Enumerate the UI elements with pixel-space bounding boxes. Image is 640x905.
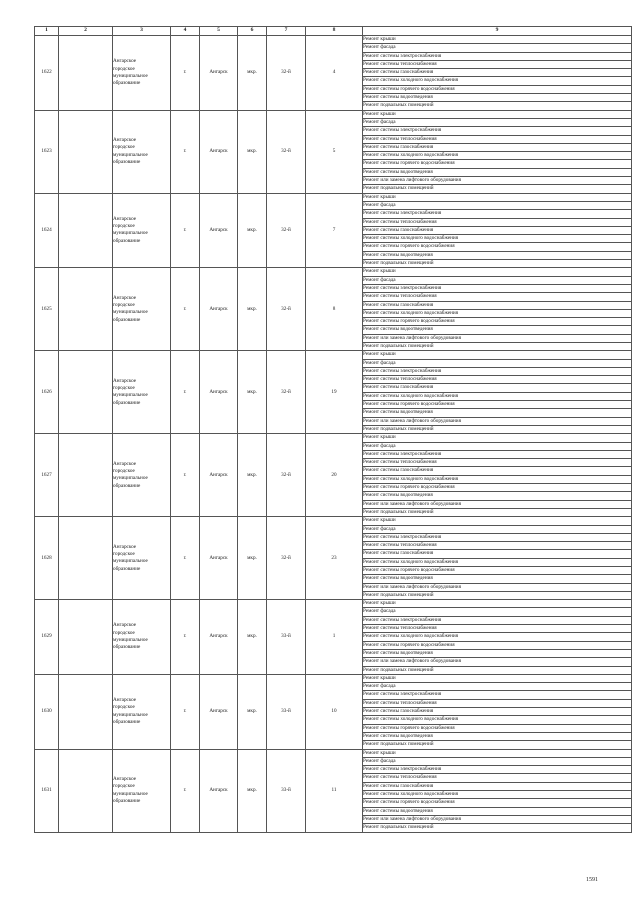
col-header-8: 8 xyxy=(306,27,363,36)
work-type-cell: Ремонт или замена лифтового оборудования xyxy=(363,658,632,666)
work-type-cell: Ремонт подвальных помещений xyxy=(363,102,632,110)
municipality-line: Ангарское xyxy=(113,543,137,550)
work-type-cell: Ремонт системы электроснабжения xyxy=(363,52,632,60)
district-name: 32-й xyxy=(267,351,306,434)
work-type-cell: Ремонт системы холодного водоснабжения xyxy=(363,791,632,799)
work-type-cell: Ремонт системы холодного водоснабжения xyxy=(363,309,632,317)
district-type: мкр. xyxy=(238,193,267,268)
empty-cell xyxy=(59,268,113,351)
col-header-9: 9 xyxy=(363,27,632,36)
work-type-cell: Ремонт системы электроснабжения xyxy=(363,691,632,699)
table-row xyxy=(35,36,632,44)
work-type-cell: Ремонт подвальных помещений xyxy=(363,824,632,832)
work-type-cell: Ремонт системы теплоснабжения xyxy=(363,459,632,467)
work-type-cell: Ремонт подвальных помещений xyxy=(363,508,632,516)
work-type-cell: Ремонт подвальных помещений xyxy=(363,666,632,674)
municipality-cell xyxy=(113,110,171,193)
municipality-line: Ангарское xyxy=(113,58,137,65)
col-header-6: 6 xyxy=(238,27,267,36)
city-name: Ангарск xyxy=(200,600,238,675)
work-type-cell: Ремонт подвальных помещений xyxy=(363,741,632,749)
work-type-cell: Ремонт системы холодного водоснабжения xyxy=(363,558,632,566)
work-type-cell: Ремонт системы теплоснабжения xyxy=(363,376,632,384)
house-number: 7 xyxy=(306,193,363,268)
work-type-cell: Ремонт или замена лифтового оборудования xyxy=(363,815,632,823)
work-type-cell: Ремонт системы теплоснабжения xyxy=(363,699,632,707)
work-type-cell: Ремонт фасада xyxy=(363,525,632,533)
municipality-cell xyxy=(113,600,171,675)
work-type-cell: Ремонт крыши xyxy=(363,36,632,44)
work-type-cell: Ремонт системы газоснабжения xyxy=(363,143,632,151)
work-type-cell: Ремонт системы водоотведения xyxy=(363,168,632,176)
work-type-cell: Ремонт подвальных помещений xyxy=(363,185,632,193)
record-number: 1626 xyxy=(35,351,59,434)
work-type-cell: Ремонт крыши xyxy=(363,268,632,276)
work-type-cell: Ремонт системы электроснабжения xyxy=(363,284,632,292)
municipality-cell xyxy=(113,268,171,351)
municipality-line: Ангарское xyxy=(113,697,137,704)
work-type-cell: Ремонт системы водоотведения xyxy=(363,409,632,417)
work-type-cell: Ремонт крыши xyxy=(363,749,632,757)
work-type-cell: Ремонт системы водоотведения xyxy=(363,732,632,740)
district-type: мкр. xyxy=(238,600,267,675)
district-name: 32-й xyxy=(267,36,306,111)
col-header-1: 1 xyxy=(35,27,59,36)
work-type-cell: Ремонт системы холодного водоснабжения xyxy=(363,392,632,400)
work-type-cell: Ремонт системы водоотведения xyxy=(363,492,632,500)
record-number: 1630 xyxy=(35,674,59,749)
district-name: 32-й xyxy=(267,110,306,193)
municipality-line: городское xyxy=(113,384,135,391)
col-header-4: 4 xyxy=(171,27,200,36)
district-type: мкр. xyxy=(238,674,267,749)
district-name: 33-й xyxy=(267,600,306,675)
work-type-cell: Ремонт системы холодного водоснабжения xyxy=(363,152,632,160)
city-name: Ангарск xyxy=(200,351,238,434)
work-type-cell: Ремонт системы горячего водоснабжения xyxy=(363,799,632,807)
municipality-line: муниципальное xyxy=(113,72,148,79)
municipality-line: муниципальное xyxy=(113,558,148,565)
work-type-cell: Ремонт системы теплоснабжения xyxy=(363,60,632,68)
work-type-cell: Ремонт системы водоотведения xyxy=(363,94,632,102)
municipality-line: образование xyxy=(113,399,141,406)
settlement-type: г. xyxy=(171,434,200,517)
work-type-cell: Ремонт системы теплоснабжения xyxy=(363,774,632,782)
empty-cell xyxy=(59,600,113,675)
record-number: 1625 xyxy=(35,268,59,351)
work-type-cell: Ремонт системы водоотведения xyxy=(363,575,632,583)
work-type-cell: Ремонт системы холодного водоснабжения xyxy=(363,77,632,85)
work-type-cell: Ремонт системы газоснабжения xyxy=(363,708,632,716)
municipality-line: муниципальное xyxy=(113,790,148,797)
work-type-cell: Ремонт системы электроснабжения xyxy=(363,450,632,458)
municipality-line: Ангарское xyxy=(113,622,137,629)
work-type-cell: Ремонт системы газоснабжения xyxy=(363,782,632,790)
work-type-cell: Ремонт фасада xyxy=(363,118,632,126)
municipality-cell xyxy=(113,749,171,832)
district-name: 32-й xyxy=(267,434,306,517)
municipality-cell xyxy=(113,193,171,268)
work-type-cell: Ремонт системы водоотведения xyxy=(363,649,632,657)
district-type: мкр. xyxy=(238,434,267,517)
work-type-cell: Ремонт фасада xyxy=(363,442,632,450)
municipality-line: Ангарское xyxy=(113,137,137,144)
work-type-cell: Ремонт системы газоснабжения xyxy=(363,384,632,392)
work-type-cell: Ремонт системы электроснабжения xyxy=(363,616,632,624)
repair-register-table xyxy=(34,26,632,833)
municipality-line: муниципальное xyxy=(113,637,148,644)
house-number: 19 xyxy=(306,351,363,434)
settlement-type: г. xyxy=(171,268,200,351)
district-type: мкр. xyxy=(238,268,267,351)
empty-cell xyxy=(59,193,113,268)
district-name: 33-й xyxy=(267,674,306,749)
work-type-cell: Ремонт системы горячего водоснабжения xyxy=(363,160,632,168)
work-type-cell: Ремонт системы электроснабжения xyxy=(363,127,632,135)
record-number: 1631 xyxy=(35,749,59,832)
municipality-line: городское xyxy=(113,629,135,636)
empty-cell xyxy=(59,749,113,832)
city-name: Ангарск xyxy=(200,517,238,600)
work-type-cell: Ремонт системы теплоснабжения xyxy=(363,625,632,633)
municipality-line: городское xyxy=(113,783,135,790)
record-number: 1629 xyxy=(35,600,59,675)
municipality-line: городское xyxy=(113,302,135,308)
house-number: 8 xyxy=(306,268,363,351)
work-type-cell: Ремонт системы горячего водоснабжения xyxy=(363,401,632,409)
work-type-cell: Ремонт системы горячего водоснабжения xyxy=(363,641,632,649)
municipality-line: муниципальное xyxy=(113,230,148,237)
work-type-cell: Ремонт системы газоснабжения xyxy=(363,226,632,234)
work-type-cell: Ремонт или замена лифтового оборудования xyxy=(363,583,632,591)
municipality-line: Ангарское xyxy=(113,377,137,384)
municipality-line: Ангарское xyxy=(113,460,137,467)
municipality-line: городское xyxy=(113,144,135,151)
work-type-cell: Ремонт фасада xyxy=(363,608,632,616)
empty-cell xyxy=(59,110,113,193)
work-type-cell: Ремонт крыши xyxy=(363,351,632,359)
table-row xyxy=(35,674,632,682)
municipality-cell xyxy=(113,517,171,600)
work-type-cell: Ремонт подвальных помещений xyxy=(363,591,632,599)
city-name: Ангарск xyxy=(200,268,238,351)
house-number: 5 xyxy=(306,110,363,193)
table-row xyxy=(35,434,632,442)
work-type-cell: Ремонт системы холодного водоснабжения xyxy=(363,475,632,483)
work-type-cell: Ремонт системы газоснабжения xyxy=(363,467,632,475)
municipality-line: муниципальное xyxy=(113,392,148,399)
record-number: 1622 xyxy=(35,36,59,111)
district-name: 33-й xyxy=(267,749,306,832)
work-type-cell: Ремонт системы горячего водоснабжения xyxy=(363,567,632,575)
work-type-cell: Ремонт фасада xyxy=(363,359,632,367)
work-type-cell: Ремонт системы газоснабжения xyxy=(363,301,632,309)
settlement-type: г. xyxy=(171,193,200,268)
table-row xyxy=(35,268,632,276)
municipality-line: образование xyxy=(113,797,141,804)
work-type-cell: Ремонт системы газоснабжения xyxy=(363,69,632,77)
municipality-line: Ангарское xyxy=(113,294,137,301)
district-type: мкр. xyxy=(238,36,267,111)
city-name: Ангарск xyxy=(200,193,238,268)
record-number: 1624 xyxy=(35,193,59,268)
table-row xyxy=(35,351,632,359)
house-number: 23 xyxy=(306,517,363,600)
work-type-cell: Ремонт подвальных помещений xyxy=(363,425,632,433)
work-type-cell: Ремонт подвальных помещений xyxy=(363,342,632,350)
municipality-line: городское xyxy=(113,223,135,230)
work-type-cell: Ремонт фасада xyxy=(363,44,632,52)
work-type-cell: Ремонт или замена лифтового оборудования xyxy=(363,177,632,185)
municipality-line: городское xyxy=(113,550,135,557)
work-type-cell: Ремонт крыши xyxy=(363,600,632,608)
work-type-cell: Ремонт или замена лифтового оборудования xyxy=(363,334,632,342)
work-type-cell: Ремонт системы электроснабжения xyxy=(363,210,632,218)
work-type-cell: Ремонт крыши xyxy=(363,110,632,118)
municipality-line: образование xyxy=(113,644,141,651)
district-name: 32-й xyxy=(267,517,306,600)
table-row xyxy=(35,600,632,608)
municipality-line: образование xyxy=(113,718,141,725)
work-type-cell: Ремонт системы холодного водоснабжения xyxy=(363,633,632,641)
empty-cell xyxy=(59,674,113,749)
settlement-type: г. xyxy=(171,110,200,193)
work-type-cell: Ремонт системы горячего водоснабжения xyxy=(363,724,632,732)
house-number: 11 xyxy=(306,749,363,832)
empty-cell xyxy=(59,517,113,600)
work-type-cell: Ремонт системы газоснабжения xyxy=(363,550,632,558)
municipality-cell xyxy=(113,351,171,434)
work-type-cell: Ремонт системы горячего водоснабжения xyxy=(363,85,632,93)
city-name: Ангарск xyxy=(200,749,238,832)
district-type: мкр. xyxy=(238,110,267,193)
work-type-cell: Ремонт системы теплоснабжения xyxy=(363,542,632,550)
municipality-line: Ангарское xyxy=(113,775,137,782)
work-type-cell: Ремонт системы горячего водоснабжения xyxy=(363,318,632,326)
work-type-cell: Ремонт системы электроснабжения xyxy=(363,367,632,375)
work-type-cell: Ремонт системы горячего водоснабжения xyxy=(363,243,632,251)
empty-cell xyxy=(59,36,113,111)
municipality-line: муниципальное xyxy=(113,151,148,158)
work-type-cell: Ремонт системы теплоснабжения xyxy=(363,293,632,301)
work-type-cell: Ремонт крыши xyxy=(363,193,632,201)
municipality-line: образование xyxy=(113,80,141,87)
record-number: 1628 xyxy=(35,517,59,600)
work-type-cell: Ремонт или замена лифтового оборудования xyxy=(363,417,632,425)
settlement-type: г. xyxy=(171,749,200,832)
work-type-cell: Ремонт крыши xyxy=(363,674,632,682)
settlement-type: г. xyxy=(171,36,200,111)
work-type-cell: Ремонт фасада xyxy=(363,201,632,209)
municipality-line: городское xyxy=(113,704,135,711)
empty-cell xyxy=(59,351,113,434)
col-header-3: 3 xyxy=(113,27,171,36)
house-number: 4 xyxy=(306,36,363,111)
municipality-line: городское xyxy=(113,65,135,72)
municipality-line: образование xyxy=(113,158,141,165)
municipality-cell xyxy=(113,674,171,749)
municipality-line: образование xyxy=(113,482,141,489)
work-type-cell: Ремонт фасада xyxy=(363,757,632,765)
city-name: Ангарск xyxy=(200,434,238,517)
city-name: Ангарск xyxy=(200,36,238,111)
municipality-line: муниципальное xyxy=(113,711,148,718)
district-type: мкр. xyxy=(238,749,267,832)
work-type-cell: Ремонт системы холодного водоснабжения xyxy=(363,716,632,724)
municipality-line: образование xyxy=(113,565,141,572)
header-row xyxy=(35,27,632,36)
empty-cell xyxy=(59,434,113,517)
district-name: 32-й xyxy=(267,268,306,351)
work-type-cell: Ремонт системы теплоснабжения xyxy=(363,218,632,226)
record-number: 1627 xyxy=(35,434,59,517)
table-row xyxy=(35,517,632,525)
settlement-type: г. xyxy=(171,351,200,434)
table-row xyxy=(35,110,632,118)
house-number: 1 xyxy=(306,600,363,675)
settlement-type: г. xyxy=(171,674,200,749)
house-number: 20 xyxy=(306,434,363,517)
record-number: 1623 xyxy=(35,110,59,193)
settlement-type: г. xyxy=(171,517,200,600)
house-number: 10 xyxy=(306,674,363,749)
work-type-cell: Ремонт подвальных помещений xyxy=(363,260,632,268)
district-name: 32-й xyxy=(267,193,306,268)
municipality-line: образование xyxy=(113,316,141,323)
municipality-cell xyxy=(113,36,171,111)
municipality-line: муниципальное xyxy=(113,309,148,316)
district-type: мкр. xyxy=(238,517,267,600)
work-type-cell: Ремонт системы электроснабжения xyxy=(363,533,632,541)
col-header-2: 2 xyxy=(59,27,113,36)
table-row xyxy=(35,749,632,757)
city-name: Ангарск xyxy=(200,674,238,749)
work-type-cell: Ремонт фасада xyxy=(363,683,632,691)
settlement-type: г. xyxy=(171,600,200,675)
municipality-line: Ангарское xyxy=(113,215,137,222)
work-type-cell: Ремонт системы холодного водоснабжения xyxy=(363,235,632,243)
work-type-cell: Ремонт крыши xyxy=(363,434,632,442)
table-row xyxy=(35,193,632,201)
municipality-line: образование xyxy=(113,237,141,244)
work-type-cell: Ремонт системы горячего водоснабжения xyxy=(363,484,632,492)
col-header-7: 7 xyxy=(267,27,306,36)
city-name: Ангарск xyxy=(200,110,238,193)
work-type-cell: Ремонт системы теплоснабжения xyxy=(363,135,632,143)
work-type-cell: Ремонт системы водоотведения xyxy=(363,251,632,259)
municipality-line: городское xyxy=(113,467,135,474)
work-type-cell: Ремонт системы водоотведения xyxy=(363,807,632,815)
municipality-line: муниципальное xyxy=(113,475,148,482)
work-type-cell: Ремонт фасада xyxy=(363,276,632,284)
work-type-cell: Ремонт или замена лифтового оборудования xyxy=(363,500,632,508)
work-type-cell: Ремонт крыши xyxy=(363,517,632,525)
work-type-cell: Ремонт системы водоотведения xyxy=(363,326,632,334)
page-number: 1591 xyxy=(586,877,598,883)
col-header-5: 5 xyxy=(200,27,238,36)
work-type-cell: Ремонт системы электроснабжения xyxy=(363,766,632,774)
municipality-cell xyxy=(113,434,171,517)
district-type: мкр. xyxy=(238,351,267,434)
